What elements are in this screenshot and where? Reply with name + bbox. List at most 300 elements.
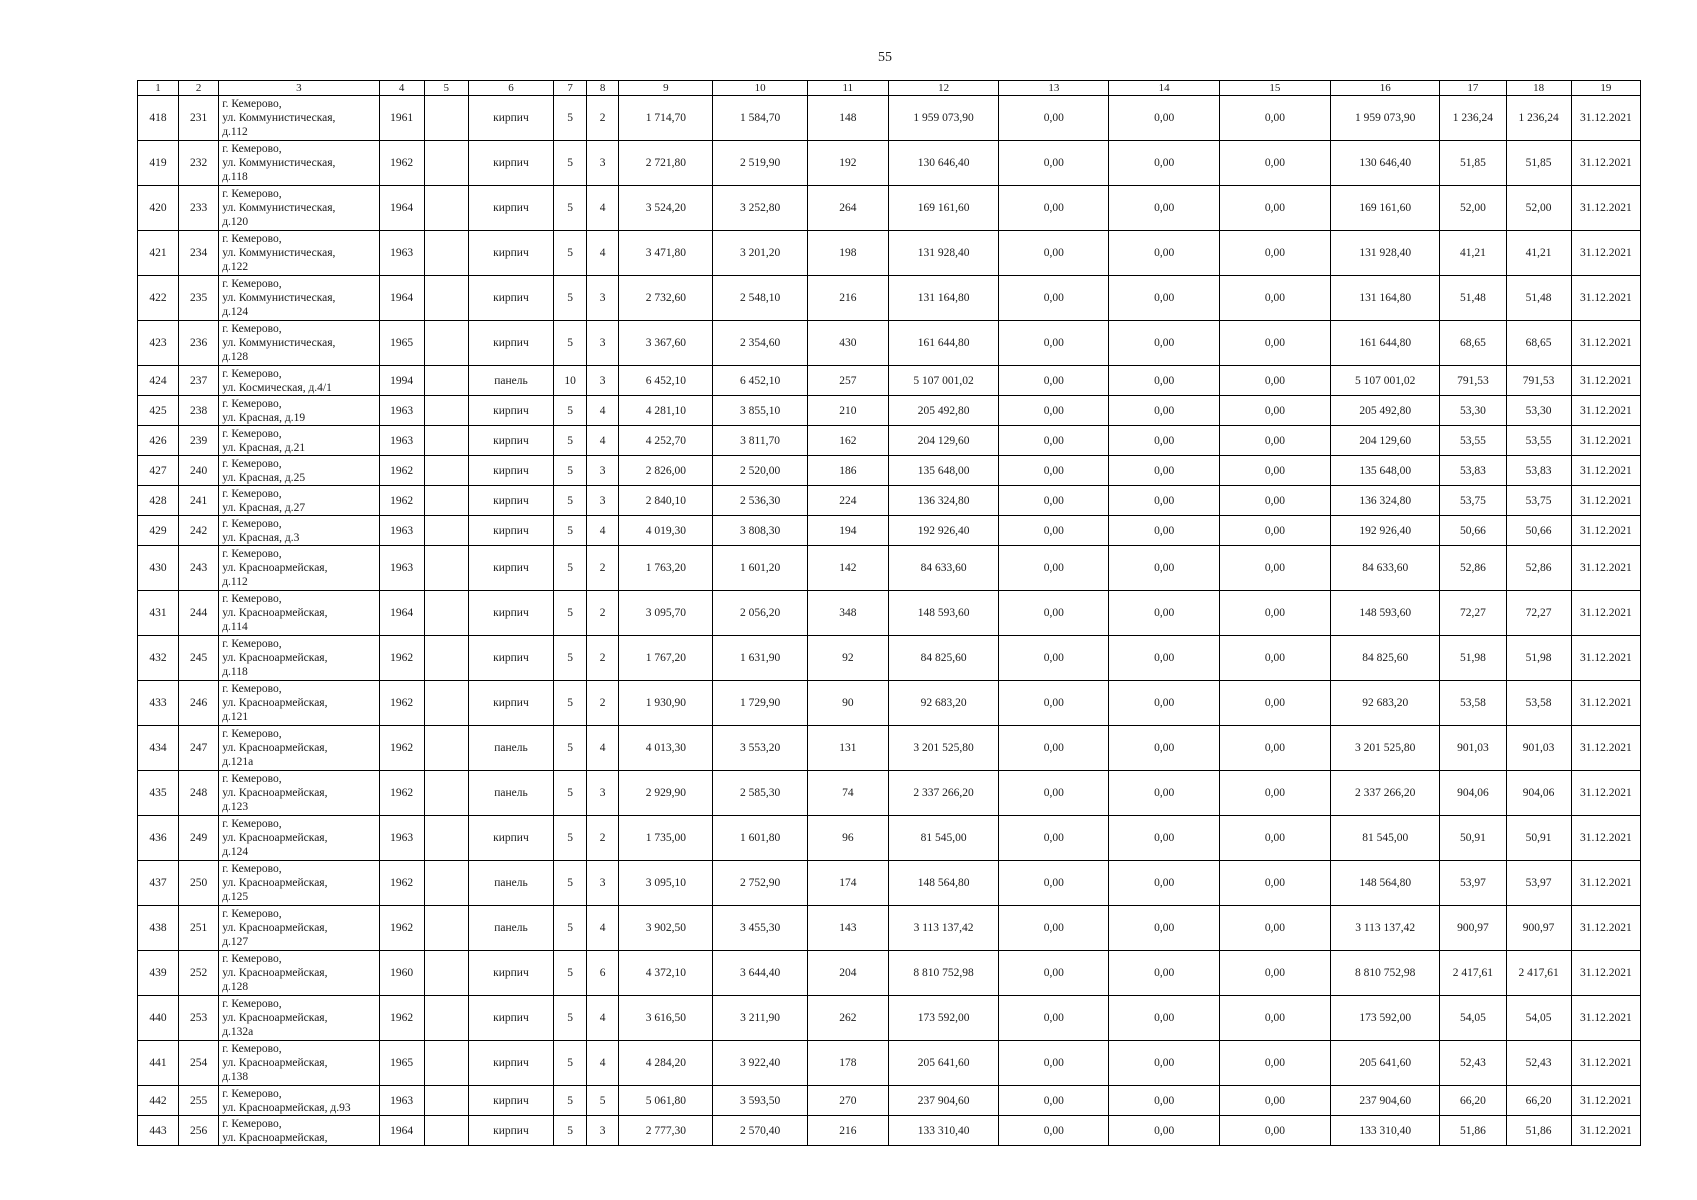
address-line: д.127 [222, 936, 249, 948]
total-cell: 205 641,60 [1331, 1041, 1440, 1086]
column-13-cell: 0,00 [999, 366, 1109, 396]
column-5-cell [424, 636, 468, 681]
unit-cost-2-cell: 901,03 [1506, 726, 1571, 771]
total-cell: 131 164,80 [1331, 276, 1440, 321]
address-line: д.121 [222, 711, 249, 723]
floors-cell: 5 [554, 951, 587, 996]
amount-cell: 3 201 525,80 [888, 726, 998, 771]
address-line: г. Кемерово, [222, 98, 282, 110]
unit-cost-2-cell: 53,97 [1506, 861, 1571, 906]
address-line: ул. Красная, д.21 [222, 441, 306, 454]
column-number-7: 7 [554, 81, 587, 96]
row-number: 443 [138, 1116, 179, 1146]
address-cell [219, 591, 379, 636]
address-line: д.128 [222, 351, 249, 363]
floors-cell: 5 [554, 1116, 587, 1146]
column-number-5: 5 [424, 81, 468, 96]
year-cell: 1963 [379, 816, 424, 861]
unit-cost-2-cell: 51,48 [1506, 276, 1571, 321]
row-number: 438 [138, 906, 179, 951]
column-15-cell: 0,00 [1219, 96, 1330, 141]
material-cell: кирпич [468, 681, 553, 726]
total-cell: 192 926,40 [1331, 516, 1440, 546]
address-line: ул. Красноармейская, д.93 [222, 1101, 351, 1114]
row-number: 422 [138, 276, 179, 321]
address-line: г. Кемерово, [222, 427, 282, 440]
living-area-cell: 3 201,20 [713, 231, 807, 276]
residents-cell: 216 [807, 276, 888, 321]
entrances-cell: 3 [587, 276, 619, 321]
unit-cost-cell: 53,83 [1440, 456, 1506, 486]
address-line: ул. Коммунистическая, [222, 247, 336, 259]
material-cell: кирпич [468, 996, 553, 1041]
address-line: д.128 [222, 981, 249, 993]
floors-cell: 5 [554, 141, 587, 186]
material-cell: кирпич [468, 546, 553, 591]
unit-cost-cell: 53,55 [1440, 426, 1506, 456]
unit-cost-2-cell: 51,98 [1506, 636, 1571, 681]
residents-cell: 92 [807, 636, 888, 681]
total-cell: 136 324,80 [1331, 486, 1440, 516]
unit-cost-2-cell: 900,97 [1506, 906, 1571, 951]
address-line: ул. Красная, д.19 [222, 411, 306, 424]
address-line: г. Кемерово, [222, 233, 282, 245]
address-line: г. Кемерово, [222, 188, 282, 200]
total-area-cell: 5 061,80 [619, 1086, 713, 1116]
date-cell: 31.12.2021 [1571, 366, 1640, 396]
column-13-cell: 0,00 [999, 591, 1109, 636]
column-5-cell [424, 771, 468, 816]
row-number: 418 [138, 96, 179, 141]
row-number: 440 [138, 996, 179, 1041]
address-line: г. Кемерово, [222, 593, 282, 605]
living-area-cell: 6 452,10 [713, 366, 807, 396]
address-cell [219, 906, 379, 951]
living-area-cell: 3 644,40 [713, 951, 807, 996]
address-cell [219, 366, 379, 396]
row-number: 427 [138, 456, 179, 486]
unit-cost-2-cell: 791,53 [1506, 366, 1571, 396]
total-cell: 84 825,60 [1331, 636, 1440, 681]
date-cell: 31.12.2021 [1571, 231, 1640, 276]
amount-cell: 130 646,40 [888, 141, 998, 186]
residents-cell: 174 [807, 861, 888, 906]
floors-cell: 5 [554, 771, 587, 816]
total-cell: 84 633,60 [1331, 546, 1440, 591]
total-area-cell: 4 019,30 [619, 516, 713, 546]
unit-cost-2-cell: 41,21 [1506, 231, 1571, 276]
unit-cost-cell: 50,91 [1440, 816, 1506, 861]
column-5-cell [424, 426, 468, 456]
material-cell: кирпич [468, 636, 553, 681]
entrances-cell: 3 [587, 771, 619, 816]
total-area-cell: 1 735,00 [619, 816, 713, 861]
total-cell: 148 593,60 [1331, 591, 1440, 636]
table-row [138, 231, 1641, 276]
floors-cell: 5 [554, 186, 587, 231]
residents-cell: 142 [807, 546, 888, 591]
sub-number: 244 [179, 591, 219, 636]
row-number: 436 [138, 816, 179, 861]
unit-cost-cell: 2 417,61 [1440, 951, 1506, 996]
housing-register-table [137, 80, 1641, 1146]
sub-number: 236 [179, 321, 219, 366]
table-row [138, 951, 1641, 996]
amount-cell: 135 648,00 [888, 456, 998, 486]
residents-cell: 224 [807, 486, 888, 516]
address-line: г. Кемерово, [222, 548, 282, 560]
column-5-cell [424, 186, 468, 231]
address-line: г. Кемерово, [222, 457, 282, 470]
date-cell: 31.12.2021 [1571, 726, 1640, 771]
living-area-cell: 2 536,30 [713, 486, 807, 516]
entrances-cell: 4 [587, 396, 619, 426]
column-15-cell: 0,00 [1219, 996, 1330, 1041]
residents-cell: 90 [807, 681, 888, 726]
sub-number: 237 [179, 366, 219, 396]
total-cell: 3 201 525,80 [1331, 726, 1440, 771]
address-cell [219, 186, 379, 231]
row-number: 434 [138, 726, 179, 771]
living-area-cell: 3 211,90 [713, 996, 807, 1041]
total-cell: 204 129,60 [1331, 426, 1440, 456]
living-area-cell: 3 252,80 [713, 186, 807, 231]
entrances-cell: 4 [587, 1041, 619, 1086]
total-area-cell: 3 095,70 [619, 591, 713, 636]
address-line: ул. Красная, д.27 [222, 501, 306, 514]
material-cell: кирпич [468, 1041, 553, 1086]
total-area-cell: 3 616,50 [619, 996, 713, 1041]
living-area-cell: 3 811,70 [713, 426, 807, 456]
table-row [138, 321, 1641, 366]
date-cell: 31.12.2021 [1571, 186, 1640, 231]
entrances-cell: 4 [587, 996, 619, 1041]
residents-cell: 143 [807, 906, 888, 951]
column-15-cell: 0,00 [1219, 636, 1330, 681]
address-line: ул. Красноармейская, [222, 877, 328, 889]
address-line: д.138 [222, 1071, 249, 1083]
address-cell [219, 681, 379, 726]
material-cell: панель [468, 906, 553, 951]
sub-number: 231 [179, 96, 219, 141]
address-cell [219, 396, 379, 426]
table-row [138, 1116, 1641, 1146]
unit-cost-cell: 53,75 [1440, 486, 1506, 516]
column-15-cell: 0,00 [1219, 321, 1330, 366]
date-cell: 31.12.2021 [1571, 396, 1640, 426]
unit-cost-cell: 68,65 [1440, 321, 1506, 366]
address-cell [219, 951, 379, 996]
column-13-cell: 0,00 [999, 1041, 1109, 1086]
total-area-cell: 3 902,50 [619, 906, 713, 951]
column-5-cell [424, 996, 468, 1041]
unit-cost-2-cell: 54,05 [1506, 996, 1571, 1041]
address-line: д.125 [222, 891, 249, 903]
residents-cell: 204 [807, 951, 888, 996]
address-cell [219, 636, 379, 681]
year-cell: 1964 [379, 186, 424, 231]
unit-cost-cell: 51,98 [1440, 636, 1506, 681]
column-5-cell [424, 1086, 468, 1116]
address-line: г. Кемерово, [222, 638, 282, 650]
year-cell: 1961 [379, 96, 424, 141]
date-cell: 31.12.2021 [1571, 951, 1640, 996]
entrances-cell: 6 [587, 951, 619, 996]
sub-number: 255 [179, 1086, 219, 1116]
floors-cell: 5 [554, 426, 587, 456]
date-cell: 31.12.2021 [1571, 816, 1640, 861]
column-number-row [138, 81, 1641, 96]
column-14-cell: 0,00 [1109, 906, 1219, 951]
column-14-cell: 0,00 [1109, 516, 1219, 546]
date-cell: 31.12.2021 [1571, 996, 1640, 1041]
entrances-cell: 4 [587, 516, 619, 546]
residents-cell: 131 [807, 726, 888, 771]
table-row [138, 366, 1641, 396]
total-area-cell: 2 721,80 [619, 141, 713, 186]
amount-cell: 2 337 266,20 [888, 771, 998, 816]
amount-cell: 131 164,80 [888, 276, 998, 321]
address-cell [219, 816, 379, 861]
total-cell: 169 161,60 [1331, 186, 1440, 231]
material-cell: кирпич [468, 1116, 553, 1146]
entrances-cell: 3 [587, 456, 619, 486]
total-cell: 1 959 073,90 [1331, 96, 1440, 141]
address-cell [219, 861, 379, 906]
residents-cell: 96 [807, 816, 888, 861]
total-cell: 205 492,80 [1331, 396, 1440, 426]
column-13-cell: 0,00 [999, 996, 1109, 1041]
date-cell: 31.12.2021 [1571, 1086, 1640, 1116]
column-14-cell: 0,00 [1109, 1086, 1219, 1116]
total-cell: 3 113 137,42 [1331, 906, 1440, 951]
floors-cell: 5 [554, 591, 587, 636]
column-14-cell: 0,00 [1109, 396, 1219, 426]
floors-cell: 5 [554, 396, 587, 426]
unit-cost-cell: 901,03 [1440, 726, 1506, 771]
column-14-cell: 0,00 [1109, 546, 1219, 591]
entrances-cell: 3 [587, 861, 619, 906]
row-number: 425 [138, 396, 179, 426]
sub-number: 238 [179, 396, 219, 426]
total-cell: 8 810 752,98 [1331, 951, 1440, 996]
year-cell: 1965 [379, 321, 424, 366]
column-15-cell: 0,00 [1219, 396, 1330, 426]
residents-cell: 257 [807, 366, 888, 396]
column-14-cell: 0,00 [1109, 816, 1219, 861]
unit-cost-2-cell: 904,06 [1506, 771, 1571, 816]
address-line: д.114 [222, 621, 248, 633]
address-line: г. Кемерово, [222, 953, 282, 965]
column-14-cell: 0,00 [1109, 96, 1219, 141]
residents-cell: 192 [807, 141, 888, 186]
living-area-cell: 1 729,90 [713, 681, 807, 726]
column-5-cell [424, 861, 468, 906]
address-line: г. Кемерово, [222, 1117, 282, 1130]
table-row [138, 186, 1641, 231]
table-body [138, 81, 1641, 1146]
living-area-cell: 3 808,30 [713, 516, 807, 546]
table-row [138, 591, 1641, 636]
column-13-cell: 0,00 [999, 1086, 1109, 1116]
total-area-cell: 2 840,10 [619, 486, 713, 516]
column-13-cell: 0,00 [999, 681, 1109, 726]
address-line: г. Кемерово, [222, 818, 282, 830]
sub-number: 235 [179, 276, 219, 321]
column-15-cell: 0,00 [1219, 591, 1330, 636]
address-cell [219, 1041, 379, 1086]
row-number: 433 [138, 681, 179, 726]
year-cell: 1964 [379, 591, 424, 636]
residents-cell: 210 [807, 396, 888, 426]
date-cell: 31.12.2021 [1571, 321, 1640, 366]
entrances-cell: 4 [587, 906, 619, 951]
column-13-cell: 0,00 [999, 96, 1109, 141]
column-number-13: 13 [999, 81, 1109, 96]
column-number-2: 2 [179, 81, 219, 96]
address-line: г. Кемерово, [222, 278, 282, 290]
sub-number: 247 [179, 726, 219, 771]
date-cell: 31.12.2021 [1571, 1116, 1640, 1146]
entrances-cell: 3 [587, 321, 619, 366]
address-line: ул. Красная, д.25 [222, 471, 306, 484]
sub-number: 233 [179, 186, 219, 231]
column-5-cell [424, 546, 468, 591]
column-number-6: 6 [468, 81, 553, 96]
sub-number: 248 [179, 771, 219, 816]
column-5-cell [424, 906, 468, 951]
date-cell: 31.12.2021 [1571, 771, 1640, 816]
year-cell: 1963 [379, 231, 424, 276]
column-number-3: 3 [219, 81, 379, 96]
entrances-cell: 3 [587, 141, 619, 186]
total-area-cell: 4 284,20 [619, 1041, 713, 1086]
floors-cell: 5 [554, 321, 587, 366]
address-line: д.118 [222, 171, 248, 183]
date-cell: 31.12.2021 [1571, 456, 1640, 486]
floors-cell: 10 [554, 366, 587, 396]
table-row [138, 141, 1641, 186]
material-cell: кирпич [468, 426, 553, 456]
residents-cell: 186 [807, 456, 888, 486]
row-number: 441 [138, 1041, 179, 1086]
total-area-cell: 3 095,10 [619, 861, 713, 906]
entrances-cell: 2 [587, 546, 619, 591]
column-13-cell: 0,00 [999, 486, 1109, 516]
address-line: ул. Красноармейская, [222, 697, 328, 709]
year-cell: 1962 [379, 771, 424, 816]
column-13-cell: 0,00 [999, 636, 1109, 681]
material-cell: кирпич [468, 486, 553, 516]
living-area-cell: 2 752,90 [713, 861, 807, 906]
date-cell: 31.12.2021 [1571, 1041, 1640, 1086]
column-number-4: 4 [379, 81, 424, 96]
column-14-cell: 0,00 [1109, 321, 1219, 366]
material-cell: кирпич [468, 816, 553, 861]
column-5-cell [424, 816, 468, 861]
amount-cell: 84 633,60 [888, 546, 998, 591]
column-number-19: 19 [1571, 81, 1640, 96]
column-5-cell [424, 516, 468, 546]
amount-cell: 173 592,00 [888, 996, 998, 1041]
total-area-cell: 2 732,60 [619, 276, 713, 321]
column-14-cell: 0,00 [1109, 486, 1219, 516]
sub-number: 240 [179, 456, 219, 486]
unit-cost-cell: 904,06 [1440, 771, 1506, 816]
column-15-cell: 0,00 [1219, 1041, 1330, 1086]
living-area-cell: 2 548,10 [713, 276, 807, 321]
material-cell: кирпич [468, 1086, 553, 1116]
column-14-cell: 0,00 [1109, 726, 1219, 771]
entrances-cell: 2 [587, 816, 619, 861]
column-5-cell [424, 141, 468, 186]
address-line: д.120 [222, 216, 249, 228]
floors-cell: 5 [554, 726, 587, 771]
column-15-cell: 0,00 [1219, 546, 1330, 591]
year-cell: 1963 [379, 396, 424, 426]
amount-cell: 136 324,80 [888, 486, 998, 516]
column-14-cell: 0,00 [1109, 681, 1219, 726]
table-row [138, 426, 1641, 456]
floors-cell: 5 [554, 906, 587, 951]
address-line: д.124 [222, 846, 249, 858]
floors-cell: 5 [554, 96, 587, 141]
amount-cell: 192 926,40 [888, 516, 998, 546]
unit-cost-2-cell: 53,55 [1506, 426, 1571, 456]
column-14-cell: 0,00 [1109, 1116, 1219, 1146]
address-line: д.122 [222, 261, 249, 273]
year-cell: 1962 [379, 681, 424, 726]
address-line: ул. Коммунистическая, [222, 292, 336, 304]
column-number-18: 18 [1506, 81, 1571, 96]
table-row [138, 1086, 1641, 1116]
address-cell [219, 96, 379, 141]
address-line: ул. Красноармейская, [222, 922, 328, 934]
address-line: г. Кемерово, [222, 323, 282, 335]
address-line: д.112 [222, 126, 248, 138]
year-cell: 1994 [379, 366, 424, 396]
address-line: ул. Красноармейская, [222, 607, 328, 619]
residents-cell: 198 [807, 231, 888, 276]
address-cell [219, 456, 379, 486]
address-cell [219, 321, 379, 366]
floors-cell: 5 [554, 546, 587, 591]
date-cell: 31.12.2021 [1571, 546, 1640, 591]
material-cell: кирпич [468, 321, 553, 366]
amount-cell: 169 161,60 [888, 186, 998, 231]
floors-cell: 5 [554, 486, 587, 516]
address-cell [219, 486, 379, 516]
year-cell: 1960 [379, 951, 424, 996]
floors-cell: 5 [554, 681, 587, 726]
year-cell: 1962 [379, 996, 424, 1041]
address-line: ул. Красноармейская, [222, 652, 328, 664]
address-cell [219, 426, 379, 456]
total-cell: 133 310,40 [1331, 1116, 1440, 1146]
residents-cell: 194 [807, 516, 888, 546]
address-cell [219, 726, 379, 771]
amount-cell: 148 564,80 [888, 861, 998, 906]
address-line: ул. Красноармейская, [222, 742, 328, 754]
amount-cell: 205 641,60 [888, 1041, 998, 1086]
column-13-cell: 0,00 [999, 771, 1109, 816]
table-row [138, 816, 1641, 861]
total-cell: 130 646,40 [1331, 141, 1440, 186]
material-cell: кирпич [468, 141, 553, 186]
row-number: 423 [138, 321, 179, 366]
material-cell: панель [468, 726, 553, 771]
year-cell: 1962 [379, 456, 424, 486]
